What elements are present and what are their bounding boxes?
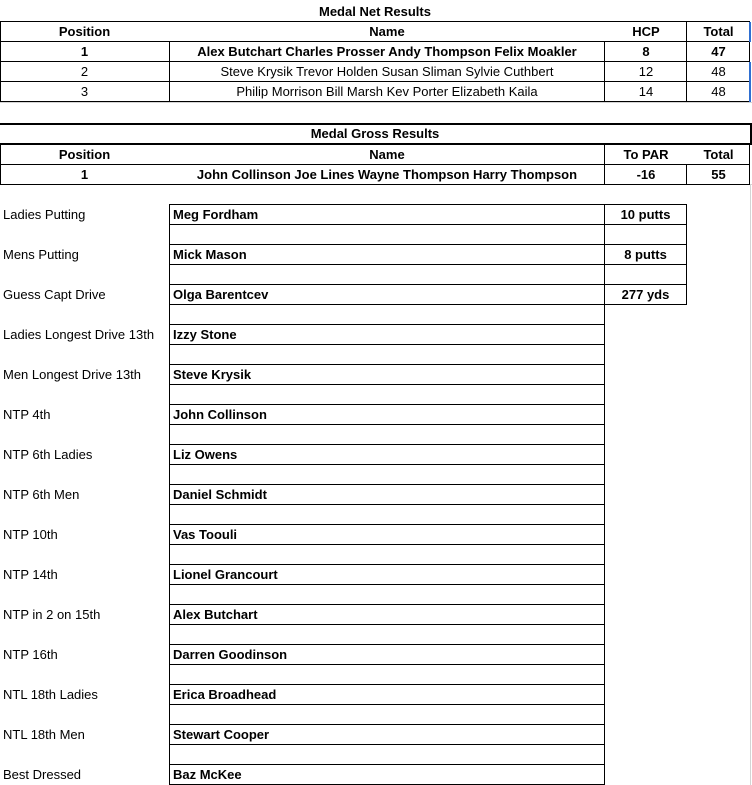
table-border [169,444,605,445]
table-border [169,524,605,525]
table-border [0,21,1,102]
award-winner: Izzy Stone [173,327,237,342]
table-border [686,164,687,185]
table-border [749,145,750,185]
table-border [169,424,605,425]
award-category: Guess Capt Drive [3,287,106,302]
award-winner: Erica Broadhead [173,687,277,702]
table-border [0,41,750,42]
award-category: NTP 10th [3,527,58,542]
net-header-total: Total [703,24,734,39]
award-winner: Liz Owens [173,447,238,462]
table-border [169,544,605,545]
table-border [0,61,750,62]
net-row-3-total: 48 [711,84,726,99]
table-border [169,764,605,765]
net-row-3-name: Philip Morrison Bill Marsh Kev Porter Elizabeth Kaila [236,84,538,99]
table-border [0,21,750,22]
table-border [169,304,687,305]
table-border [0,164,750,165]
award-category: NTP 6th Men [3,487,80,502]
award-winner: Mick Mason [173,247,247,262]
table-border [169,704,605,705]
table-border [169,204,170,785]
net-row-2-name: Steve Krysik Trevor Holden Susan Sliman Sylvie Cuthbert [220,64,554,79]
award-winner: Darren Goodinson [173,647,288,662]
net-header-hcp: HCP [632,24,660,39]
award-category: NTL 18th Men [3,727,85,742]
award-winner: Daniel Schmidt [173,487,267,502]
award-category: Ladies Longest Drive 13th [3,327,155,342]
net-row-1-name: Alex Butchart Charles Prosser Andy Thompson Felix Moakler [197,44,577,59]
table-border [169,624,605,625]
table-border [0,81,750,82]
award-winner: Meg Fordham [173,207,259,222]
award-winner: Steve Krysik [173,367,252,382]
table-border [604,145,605,185]
award-category: Men Longest Drive 13th [3,367,142,382]
grid-line [750,184,751,785]
table-border [0,184,750,185]
table-border [169,324,605,325]
net-row-1-hcp: 8 [642,44,650,59]
gross-header-name: Name [369,147,405,162]
net-row-2-position: 2 [80,64,89,79]
award-category: NTP 14th [3,567,58,582]
table-border [169,404,605,405]
table-border [169,484,605,485]
gross-row-1-total: 55 [711,167,726,182]
table-border [169,284,687,285]
net-row-3-position: 3 [80,84,89,99]
grid-line [0,102,752,103]
award-winner: Stewart Cooper [173,727,270,742]
selection-edge [749,22,751,42]
table-border [169,684,605,685]
selection-edge [749,62,751,102]
table-border [169,504,605,505]
table-border [169,344,605,345]
award-winner: Lionel Grancourt [173,567,278,582]
award-category: NTP 16th [3,647,58,662]
gross-row-1-position: 1 [80,167,89,182]
table-border [169,384,605,385]
table-border [604,204,605,785]
award-category: Ladies Putting [3,207,86,222]
table-border [169,41,170,102]
gross-header-topar: To PAR [623,147,669,162]
award-value: 10 putts [620,207,671,222]
award-category: Best Dressed [3,767,82,782]
table-border [169,744,605,745]
award-category: NTP 6th Ladies [3,447,93,462]
table-border [169,584,605,585]
table-border [169,364,605,365]
net-header-position: Position [58,24,111,39]
award-category: NTP in 2 on 15th [3,607,101,622]
gross-header-position: Position [58,147,111,162]
award-value: 277 yds [621,287,670,302]
net-results-title: Medal Net Results [319,4,431,19]
table-border [169,564,605,565]
table-border [169,724,605,725]
award-category: NTL 18th Ladies [3,687,98,702]
net-header-name: Name [369,24,405,39]
table-border [0,145,1,185]
award-value: 8 putts [624,247,667,262]
award-winner: Alex Butchart [173,607,258,622]
table-border [604,41,605,102]
award-winner: Olga Barentcev [173,287,269,302]
table-border [169,204,687,205]
gross-row-1-topar: -16 [636,167,656,182]
table-border [169,244,687,245]
award-winner: Vas Toouli [173,527,238,542]
table-border [0,143,751,145]
table-border [169,224,687,225]
gross-results-title: Medal Gross Results [310,126,440,141]
table-border [686,21,687,102]
table-border [0,101,750,102]
award-category: Mens Putting [3,247,79,262]
table-border [0,123,751,125]
table-border [169,644,605,645]
net-row-1-position: 1 [80,44,89,59]
table-border [686,204,687,305]
table-border [169,664,605,665]
net-row-3-hcp: 14 [638,84,654,99]
table-border [169,464,605,465]
net-row-2-hcp: 12 [638,64,654,79]
award-category: NTP 4th [3,407,51,422]
award-winner: Baz McKee [173,767,242,782]
table-border [169,264,687,265]
table-border [169,604,605,605]
net-row-2-total: 48 [711,64,726,79]
gross-row-1-name: John Collinson Joe Lines Wayne Thompson Harry Thompson [196,167,578,182]
gross-header-total: Total [703,147,734,162]
award-winner: John Collinson [173,407,267,422]
net-row-1-total: 47 [711,44,726,59]
